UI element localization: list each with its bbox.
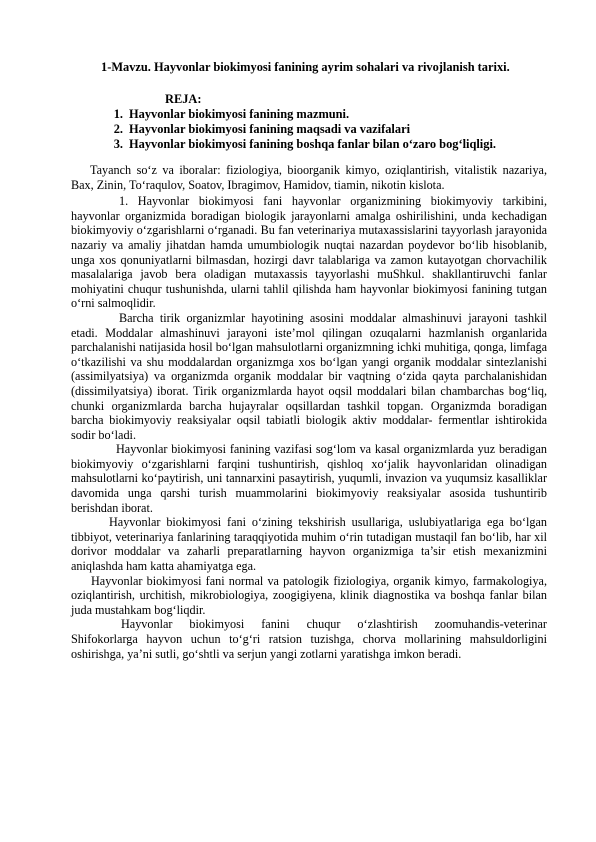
body-text xyxy=(71,163,547,661)
paragraph-importance: Hayvonlar biokimyosi fanini chuqur o‘zlashtirish zoomuhandis-veterinar Shifokorlarga hayvon uchun to‘g‘ri ratsion tuzishga, chorva mollarining mahsuldorligini oshirishga, ya’ni sutli, go‘shtli va serjun yangi zotlarni yaratishga imkon beradi. xyxy=(71,617,547,661)
plan-item-number: 2. xyxy=(113,122,123,136)
plan-item xyxy=(101,122,547,137)
plan-item-text: Hayvonlar biokimyosi fanining boshqa fanlar bilan o‘zaro bog‘liqligi. xyxy=(129,137,496,151)
plan-item-text: Hayvonlar biokimyosi fanining maqsadi va vazifalari xyxy=(129,122,411,136)
plan-item xyxy=(101,137,547,152)
paragraph-tasks: Hayvonlar biokimyosi fanining vazifasi sog‘lom va kasal organizmlarda yuz beradigan biokimyoviy o‘zgarishlarni farqini tushuntirish, qishloq xo‘jalik hayvonlaridan olinadigan mahsulotlarni ko‘paytirish, uni tannarxini pasaytirish, yuqumli, invazion va yuqumsiz kasalliklar davomida unga qarshi turish muammolarini biokimyoviy reaksiyalar asosida tushuntirib berishdan iborat. xyxy=(71,442,547,515)
paragraph-related-sciences: Hayvonlar biokimyosi fani normal va patologik fiziologiya, organik kimyo, farmakologiya, oziqlantirish, urchitish, mikrobiologiya, zoogigiyena, klinik diagnostika va boshqa fanlar bilan juda mustahkam bog‘liqdir. xyxy=(71,573,547,617)
paragraph-methods: Hayvonlar biokimyosi fani o‘zining tekshirish usullariga, uslubiyatlariga ega bo‘lgan tibbiyot, veterinariya fanlarining taraqqiyotida muhim o‘rin tutadigan mustaqil fan bo‘lib, har xil dorivor moddalar va zaharli preparatlarning hayvon organizmiga ta’sir etish mexanizmini aniqlashda ham katta ahamiyatga ega. xyxy=(71,515,547,574)
key-terms-paragraph: Tayanch so‘z va iboralar: fiziologiya, bioorganik kimyo, oziqlantirish, vitalistik nazariya, Bax, Zinin, To‘raqulov, Soatov, Ibragimov, Hamidov, tiamin, nikotin kislota. xyxy=(71,163,547,192)
plan-item-number: 3. xyxy=(113,137,123,151)
plan-item-text: Hayvonlar biokimyosi fanining mazmuni. xyxy=(129,107,350,121)
paragraph-subject: 1. Hayvonlar biokimyosi fani hayvonlar organizmining biokimyoviy tarkibini, hayvonlar organizmida boradigan biologik jarayonlarni amalga oshirilishini, unda kechadigan biokimyoviy o‘zgarishlarni o‘rganadi. Bu fan veterinariya mutaxassislarini tayyorlash jarayonida nazariy va amaliy jihatdan hamda umumbiologik nuqtai nazardan poydevor bo‘lib hisoblanib, unga xos qonuniyatlarni bilmasdan, hozirgi davr talablariga va zamon kutayotgan chorvachilik masalalariga javob bera oladigan mutaxassis tayyorlashi muShkul. shakllantiruvchi fanlar mohiyatini chuqur tushunishda, ularni tahlil qilishda ham hayvonlar biokimyosi fanining tutgan o‘rni salmoqlidir. xyxy=(71,194,547,311)
plan-heading: REJA: xyxy=(165,92,202,106)
plan-item xyxy=(101,107,547,122)
paragraph-metabolism: Barcha tirik organizmlar hayotining asosini moddalar almashinuvi jarayoni tashkil etadi. Moddalar almashinuvi jarayoni iste’mol qilingan ozuqalarni hazmlanish organlarida parchalanishi natijasida hosil bo‘lgan mahsulotlarni organizmning ichki muhitiga, qonga, limfaga o‘tkazilishi va shu moddalardan organizmga xos bo‘lgan yangi organik moddalar sintezlanishi (assimilyatsiya) va organizmda organik moddalar bir vaqtning o‘zida qayta parchalanishidan (dissimilyatsiya) iborat. Tirik organizmlarda hayot oqsil moddalari bilan chambarchas bog‘liq, chunki organizmlarda barcha hujayralar oqsillardan tashkil topgan. Organizmda boradigan barcha biokimyoviy reaksiyalar oqsil tabiatli biologik aktiv moddalar- fermentlar ishtirokida sodir bo‘ladi. xyxy=(71,310,547,442)
plan-item-number: 1. xyxy=(113,107,123,121)
page-title: 1-Mavzu. Hayvonlar biokimyosi fanining ayrim sohalari va rivojlanish tarixi. xyxy=(101,60,510,74)
plan-list xyxy=(101,107,547,152)
